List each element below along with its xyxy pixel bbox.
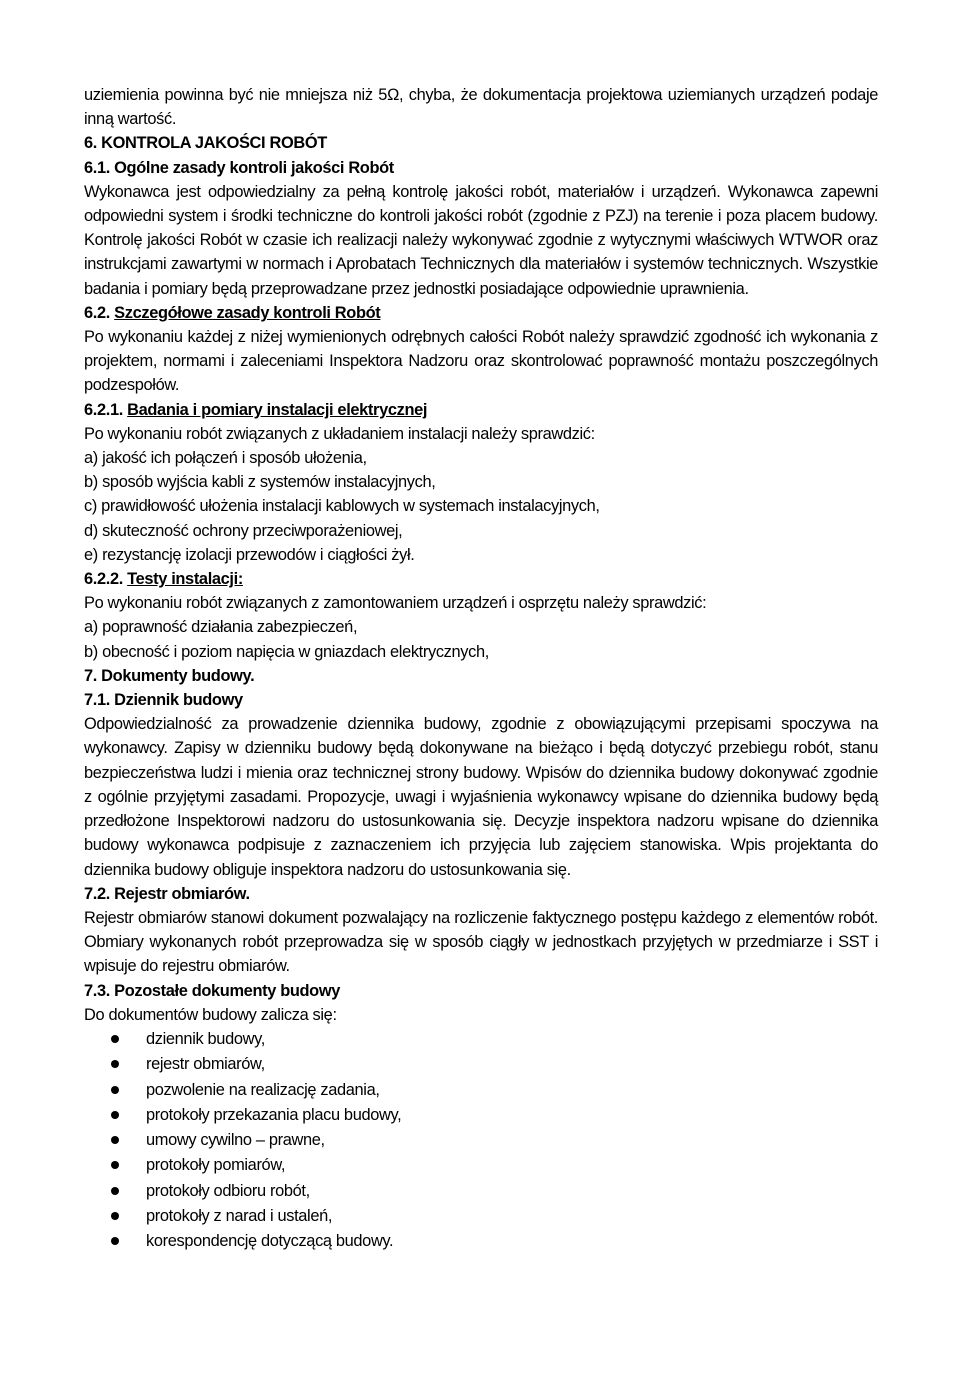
list-item: a) poprawność działania zabezpieczeń, bbox=[84, 618, 358, 637]
section-6-2-1-lead: Po wykonaniu robót związanych z układaniem instalacji należy sprawdzić: bbox=[84, 424, 595, 443]
section-6-2-1-heading bbox=[84, 398, 878, 422]
list-item: e) rezystancję izolacji przewodów i ciągłości żył. bbox=[84, 545, 415, 564]
section-6-2-2-title: Testy instalacji: bbox=[127, 570, 243, 589]
list-item-label: korespondencję dotyczącą budowy. bbox=[146, 1232, 394, 1251]
list-item bbox=[84, 1078, 878, 1103]
bullet-icon bbox=[111, 1136, 119, 1144]
section-7-1-heading: 7.1. Dziennik budowy bbox=[84, 691, 243, 710]
section-6-2-number: 6.2. bbox=[84, 303, 110, 322]
list-item: d) skuteczność ochrony przeciwporażeniowej, bbox=[84, 521, 403, 540]
list-item bbox=[84, 1204, 878, 1229]
section-7-3-lead: Do dokumentów budowy zalicza się: bbox=[84, 1005, 337, 1024]
list-item bbox=[84, 1103, 878, 1128]
bullet-icon bbox=[111, 1111, 119, 1119]
bullet-icon bbox=[111, 1161, 119, 1169]
section-6-2-heading bbox=[84, 301, 878, 325]
section-6-2-2-heading bbox=[84, 567, 878, 591]
section-6-1-heading: 6.1. Ogólne zasady kontroli jakości Robót bbox=[84, 158, 394, 177]
list-item: b) obecność i poziom napięcia w gniazdach elektrycznych, bbox=[84, 642, 489, 661]
list-item: b) sposób wyjścia kabli z systemów instalacyjnych, bbox=[84, 473, 436, 492]
list-item: c) prawidłowość ułożenia instalacji kablowych w systemach instalacyjnych, bbox=[84, 497, 600, 516]
list-item bbox=[84, 1153, 878, 1178]
bullet-icon bbox=[111, 1212, 119, 1220]
bullet-icon bbox=[111, 1060, 119, 1068]
documents-list bbox=[84, 1027, 878, 1255]
bullet-icon bbox=[111, 1237, 119, 1245]
list-item-label: protokoły przekazania placu budowy, bbox=[146, 1105, 402, 1124]
list-item-label: pozwolenie na realizację zadania, bbox=[146, 1080, 380, 1099]
list-item bbox=[84, 1229, 878, 1254]
bullet-icon bbox=[111, 1187, 119, 1195]
section-6-1-paragraph: Wykonawca jest odpowiedzialny za pełną kontrolę jakości robót, materiałów i urządzeń. Wykonawca zapewni odpowiedni system i środki techniczne do kontroli jakości robót (zgodnie z PZJ) na terenie i poza placem budowy. Kontrolę jakości Robót w czasie ich realizacji należy wykonywać zgodnie z wytycznymi właściwych WTWOR oraz instrukcjami zawartymi w normach i Aprobatach Technicznych dla materiałów i systemów technicznych. Wszystkie badania i pomiary będą przeprowadzane przez jednostki posiadające odpowiednie uprawnienia. bbox=[84, 182, 878, 298]
list-item-label: rejestr obmiarów, bbox=[146, 1055, 265, 1074]
bullet-icon bbox=[111, 1086, 119, 1094]
list-item-label: protokoły odbioru robót, bbox=[146, 1181, 310, 1200]
section-7-heading: 7. Dokumenty budowy. bbox=[84, 666, 255, 685]
list-item bbox=[84, 1052, 878, 1077]
list-item bbox=[84, 1128, 878, 1153]
section-7-2-heading: 7.2. Rejestr obmiarów. bbox=[84, 884, 250, 903]
list-item-label: protokoły pomiarów, bbox=[146, 1156, 286, 1175]
section-6-2-title: Szczegółowe zasady kontroli Robót bbox=[114, 303, 381, 322]
list-item: a) jakość ich połączeń i sposób ułożenia, bbox=[84, 449, 367, 468]
document-page bbox=[84, 83, 878, 1255]
section-7-2-paragraph: Rejestr obmiarów stanowi dokument pozwalający na rozliczenie faktycznego postępu każdego z elementów robót. Obmiary wykonanych robót przeprowadza się w sposób ciągły w jednostkach przyjętych w przedmiarze i SST i wpisuje do rejestru obmiarów. bbox=[84, 908, 878, 976]
list-item-label: protokoły z narad i ustaleń, bbox=[146, 1207, 333, 1225]
section-6-2-1-number: 6.2.1. bbox=[84, 400, 123, 419]
section-6-2-2-lead: Po wykonaniu robót związanych z zamontowaniem urządzeń i osprzętu należy sprawdzić: bbox=[84, 594, 707, 613]
list-item bbox=[84, 1179, 878, 1204]
section-6-2-2-number: 6.2.2. bbox=[84, 570, 123, 589]
list-item bbox=[84, 1027, 878, 1052]
section-6-2-paragraph: Po wykonaniu każdej z niżej wymienionych odrębnych całości Robót należy sprawdzić zgodność ich wykonania z projektem, normami i zaleceniami Inspektora Nadzoru oraz skontrolować poprawność montażu poszczególnych podzespołów. bbox=[84, 328, 878, 395]
intro-paragraph: uziemienia powinna być nie mniejsza niż 5Ω, chyba, że dokumentacja projektowa uziemianych urządzeń podaje inną wartość. bbox=[84, 86, 878, 129]
bullet-icon bbox=[111, 1035, 119, 1043]
section-7-1-paragraph: Odpowiedzialność za prowadzenie dziennika budowy, zgodnie z obowiązującymi przepisami spoczywa na wykonawcy. Zapisy w dzienniku budowy będą dokonywane na bieżąco i będą dotyczyć przebiegu robót, stanu bezpieczeństwa ludzi i mienia oraz technicznej strony budowy. Wpisów do dziennika budowy dokonywać zgodnie z ogólnie przyjętymi zasadami. Propozycje, uwagi i wyjaśnienia wykonawcy wpisane do dziennika budowy będą przedłożone Inspektorowi nadzoru do ustosunkowania się. Decyzje inspektora nadzoru wpisane do dziennika budowy wykonawca podpisuje z zaznaczeniem ich przyjęcia lub zajęciem stanowiska. Wpis projektanta do dziennika budowy obliguje inspektora nadzoru do ustosunkowania się. bbox=[84, 715, 878, 879]
list-item-label: dziennik budowy, bbox=[146, 1029, 265, 1048]
section-7-3-heading: 7.3. Pozostałe dokumenty budowy bbox=[84, 981, 341, 1000]
section-6-2-1-title: Badania i pomiary instalacji elektrycznej bbox=[127, 400, 428, 419]
section-6-heading: 6. KONTROLA JAKOŚCI ROBÓT bbox=[84, 134, 327, 153]
list-item-label: umowy cywilno – prawne, bbox=[146, 1131, 325, 1150]
